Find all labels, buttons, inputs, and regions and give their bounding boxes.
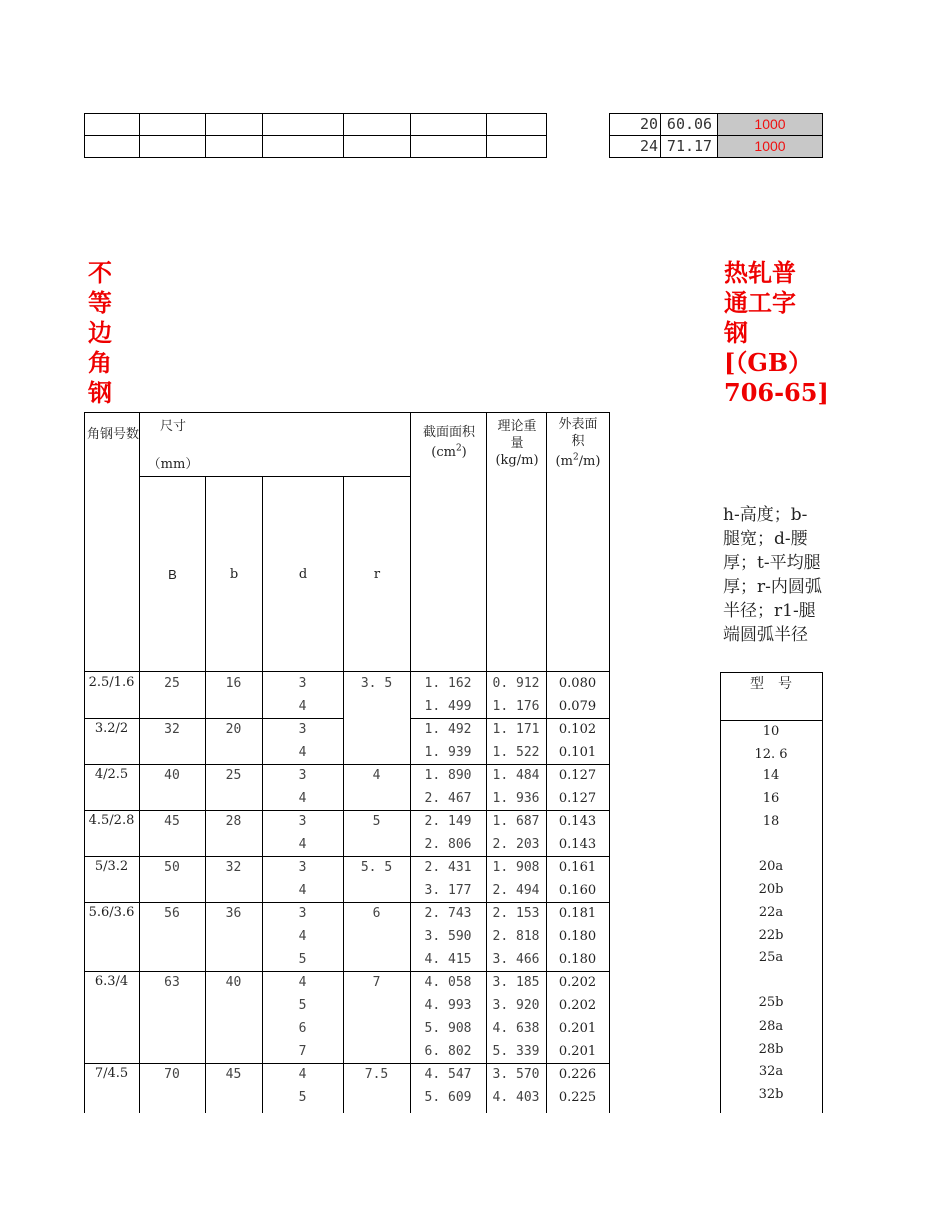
size-subheader-border [139, 476, 410, 477]
type-number-cell: 14 [762, 768, 780, 783]
table-col-line [139, 412, 140, 1113]
area-cell: 2. 806 [424, 837, 472, 852]
dim-r-cell: 5. 5 [360, 860, 393, 875]
group-separator [262, 971, 343, 972]
top-cell-value: 1000 [718, 114, 822, 135]
surface-cell: 0.143 [558, 814, 597, 829]
surface-cell: 0.160 [558, 883, 597, 898]
dim-B-cell: 56 [164, 906, 180, 921]
header-weight [487, 418, 547, 469]
group-separator [262, 810, 343, 811]
header-B: B [168, 567, 177, 582]
type-number-cell: 20a [758, 859, 784, 874]
dim-B-cell: 40 [164, 768, 180, 783]
dim-r-cell: 7 [372, 975, 381, 990]
group-separator [343, 810, 410, 811]
top-cell-no: 20 [639, 115, 658, 133]
header-angle-no: 角钢号数 [87, 427, 140, 442]
right-title-line: 钢 [724, 318, 748, 347]
type-number-cell: 32a [758, 1064, 784, 1079]
weight-cell: 2. 494 [492, 883, 540, 898]
top-cell-no: 24 [639, 137, 658, 155]
surface-cell: 0.102 [558, 722, 597, 737]
dim-d-cell: 3 [298, 814, 307, 829]
weight-cell: 1. 687 [492, 814, 540, 829]
weight-cell: 5. 339 [492, 1044, 540, 1059]
type-number-cell: 18 [762, 814, 780, 829]
weight-cell: 1. 176 [492, 699, 540, 714]
surface-cell: 0.080 [558, 676, 597, 691]
area-cell: 1. 499 [424, 699, 472, 714]
group-separator [343, 764, 410, 765]
type-number-cell: 22a [758, 905, 784, 920]
group-separator [343, 902, 410, 903]
left-title-char: 钢 [88, 378, 112, 407]
type-number-cell: 10 [762, 724, 780, 739]
group-separator [262, 718, 343, 719]
area-cell: 1. 162 [424, 676, 472, 691]
area-cell: 1. 890 [424, 768, 472, 783]
weight-cell: 3. 185 [492, 975, 540, 990]
left-title-char: 等 [88, 288, 112, 317]
surface-cell: 0.143 [558, 837, 597, 852]
surface-cell: 0.127 [558, 791, 597, 806]
surface-cell: 0.225 [558, 1090, 597, 1105]
dim-d-cell: 6 [298, 1021, 307, 1036]
group-separator [343, 1063, 410, 1064]
dim-d-cell: 4 [298, 699, 307, 714]
surface-cell: 0.202 [558, 998, 597, 1013]
type-table-top [720, 672, 822, 673]
dim-r-cell: 4 [372, 768, 381, 783]
area-cell: 2. 149 [424, 814, 472, 829]
type-number-cell: 32b [758, 1087, 784, 1102]
type-number-cell: 28b [758, 1042, 784, 1057]
dim-d-cell: 3 [298, 768, 307, 783]
angle-no-cell: 4/2.5 [94, 767, 129, 782]
area-cell: 2. 743 [424, 906, 472, 921]
group-separator [262, 902, 343, 903]
surface-cell: 0.180 [558, 952, 597, 967]
type-header: 型 号 [750, 676, 792, 692]
dim-d-cell: 4 [298, 1067, 307, 1082]
weight-cell: 1. 936 [492, 791, 540, 806]
angle-no-cell: 7/4.5 [94, 1066, 129, 1081]
group-separator [343, 971, 410, 972]
type-number-cell: 20b [758, 882, 784, 897]
weight-cell: 0. 912 [492, 676, 540, 691]
dim-r-cell: 6 [372, 906, 381, 921]
group-separator [343, 856, 410, 857]
angle-no-cell: 4.5/2.8 [88, 813, 135, 828]
area-cell: 4. 415 [424, 952, 472, 967]
area-cell: 1. 939 [424, 745, 472, 760]
weight-cell: 4. 403 [492, 1090, 540, 1105]
type-number-cell: 28a [758, 1019, 784, 1034]
surface-cell: 0.202 [558, 975, 597, 990]
dim-d-cell: 4 [298, 975, 307, 990]
dim-B-cell: 70 [164, 1067, 180, 1082]
area-cell: 1. 492 [424, 722, 472, 737]
dim-d-cell: 3 [298, 722, 307, 737]
top-cell-value: 1000 [718, 136, 822, 157]
area-cell: 4. 993 [424, 998, 472, 1013]
dim-B-cell: 32 [164, 722, 180, 737]
dim-d-cell: 4 [298, 745, 307, 760]
dim-d-cell: 5 [298, 1090, 307, 1105]
group-separator [410, 718, 609, 719]
weight-cell: 1. 171 [492, 722, 540, 737]
header-area-unit: $(cm^2)$ [431, 444, 467, 461]
type-number-cell: 25b [758, 995, 784, 1010]
dim-b-cell: 45 [225, 1067, 242, 1082]
dim-d-cell: 5 [298, 952, 307, 967]
dim-B-cell: 63 [164, 975, 180, 990]
header-surface-unit: $(m^2/m)$ [555, 453, 601, 470]
header-weight-label: 理论重量 [497, 419, 537, 451]
table-top-border [84, 412, 609, 413]
dim-B-cell: 45 [164, 814, 180, 829]
type-table-right [822, 672, 823, 1113]
area-cell: 5. 609 [424, 1090, 472, 1105]
right-title-line: [（GB） [724, 348, 813, 377]
dim-d-cell: 3 [298, 860, 307, 875]
group-separator [410, 810, 609, 811]
surface-cell: 0.127 [558, 768, 597, 783]
group-separator [262, 1063, 343, 1064]
group-separator [410, 971, 609, 972]
right-title-line: 通工字 [724, 288, 796, 317]
type-number-cell: 12. 6 [754, 747, 788, 762]
area-cell: 2. 431 [424, 860, 472, 875]
right-title-line: 热轧普 [724, 258, 796, 287]
area-cell: 3. 590 [424, 929, 472, 944]
dim-d-cell: 4 [298, 929, 307, 944]
dim-d-cell: 3 [298, 676, 307, 691]
group-separator [410, 856, 609, 857]
type-number-cell: 25a [758, 950, 784, 965]
area-cell: 6. 802 [424, 1044, 472, 1059]
area-cell: 3. 177 [424, 883, 472, 898]
left-title-char: 边 [88, 318, 112, 347]
right-title [724, 258, 834, 408]
surface-cell: 0.226 [558, 1067, 597, 1082]
dim-r-cell: 5 [372, 814, 381, 829]
table-col-line [84, 412, 85, 1113]
group-separator [410, 764, 609, 765]
weight-cell: 3. 920 [492, 998, 540, 1013]
angle-no-cell: 6.3/4 [94, 974, 129, 989]
area-cell: 4. 058 [424, 975, 472, 990]
dim-d-cell: 7 [298, 1044, 307, 1059]
group-separator [410, 902, 609, 903]
surface-cell: 0.079 [558, 699, 597, 714]
angle-no-cell: 3.2/2 [94, 721, 129, 736]
dim-d-cell: 4 [298, 883, 307, 898]
weight-cell: 2. 203 [492, 837, 540, 852]
dim-d-cell: 5 [298, 998, 307, 1013]
header-surface-label: 外表面积 [558, 417, 598, 449]
dim-b-cell: 40 [225, 975, 242, 990]
weight-cell: 2. 818 [492, 929, 540, 944]
surface-cell: 0.101 [558, 745, 597, 760]
header-b: b [229, 567, 239, 582]
area-cell: 5. 908 [424, 1021, 472, 1036]
dim-b-cell: 25 [225, 768, 242, 783]
top-cell-weight: 60.06 [666, 115, 713, 133]
dim-b-cell: 16 [225, 676, 242, 691]
right-title-line: 706-65] [724, 378, 829, 407]
surface-cell: 0.201 [558, 1021, 597, 1036]
surface-cell: 0.180 [558, 929, 597, 944]
header-bottom-border [84, 671, 609, 672]
weight-cell: 1. 484 [492, 768, 540, 783]
angle-no-cell: 5/3.2 [94, 859, 129, 874]
dim-r-cell: 3. 5 [360, 676, 393, 691]
dim-b-cell: 32 [225, 860, 242, 875]
top-cell-weight: 71.17 [666, 137, 713, 155]
dim-B-cell: 50 [164, 860, 180, 875]
legend-text: h-高度；b-腿宽；d-腰厚；t-平均腿厚；r-内圆弧半径；r1-腿端圆弧半径 [723, 505, 822, 645]
header-r: r [373, 567, 381, 582]
group-separator [262, 856, 343, 857]
group-separator [262, 764, 343, 765]
surface-cell: 0.161 [558, 860, 597, 875]
header-weight-unit: (kg/m) [495, 453, 539, 468]
group-separator [410, 1063, 609, 1064]
weight-cell: 2. 153 [492, 906, 540, 921]
dim-r-cell: 7.5 [364, 1067, 389, 1082]
table-col-line [609, 412, 610, 1113]
dim-d-cell: 4 [298, 791, 307, 806]
weight-cell: 3. 466 [492, 952, 540, 967]
weight-cell: 4. 638 [492, 1021, 540, 1036]
header-area [411, 424, 487, 461]
left-title [88, 258, 118, 408]
header-area-label: 截面面积 [422, 425, 475, 440]
type-number-cell: 16 [762, 791, 780, 806]
weight-cell: 1. 522 [492, 745, 540, 760]
header-size-unit: （mm） [147, 457, 199, 472]
weight-cell: 1. 908 [492, 860, 540, 875]
dim-B-cell: 25 [164, 676, 180, 691]
type-number-cell: 22b [758, 928, 784, 943]
dim-d-cell: 4 [298, 837, 307, 852]
area-cell: 2. 467 [424, 791, 472, 806]
angle-no-cell: 2.5/1.6 [88, 675, 135, 690]
header-surface [547, 416, 609, 470]
left-title-char: 角 [88, 348, 112, 377]
header-size: 尺寸 [160, 419, 187, 434]
surface-cell: 0.181 [558, 906, 597, 921]
left-title-char: 不 [88, 258, 112, 287]
surface-cell: 0.201 [558, 1044, 597, 1059]
weight-cell: 3. 570 [492, 1067, 540, 1082]
angle-no-cell: 5.6/3.6 [88, 905, 135, 920]
area-cell: 4. 547 [424, 1067, 472, 1082]
header-d: d [298, 567, 308, 582]
dim-b-cell: 20 [225, 722, 242, 737]
type-table-header-bottom [720, 720, 822, 721]
dim-b-cell: 36 [225, 906, 242, 921]
dim-d-cell: 3 [298, 906, 307, 921]
dim-b-cell: 28 [225, 814, 242, 829]
